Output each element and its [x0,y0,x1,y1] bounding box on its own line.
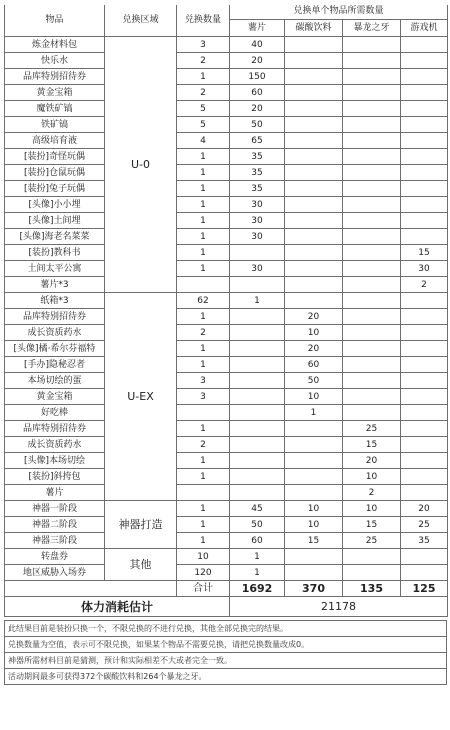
item-name: [头像]本场切绘 [5,453,105,469]
quantity-cell: 1 [177,149,230,165]
item-name: [头像]小小埋 [5,197,105,213]
item-name: 神器三阶段 [5,533,105,549]
quantity-cell: 1 [177,229,230,245]
quantity-cell: 3 [177,389,230,405]
chips-cell: 60 [230,85,285,101]
item-name: 好吃棒 [5,405,105,421]
tooth-cell [343,277,401,293]
item-name: 土间太平公寓 [5,261,105,277]
console-cell [401,293,448,309]
console-cell [401,309,448,325]
table-row [5,501,448,517]
item-name: [装扮]奇怪玩偶 [5,149,105,165]
quantity-cell: 1 [177,533,230,549]
tooth-cell [343,309,401,325]
soda-cell: 50 [285,373,343,389]
chips-cell: 20 [230,53,285,69]
soda-cell [285,133,343,149]
soda-cell [285,117,343,133]
tooth-cell [343,293,401,309]
header-zone: 兑换区域 [105,3,177,37]
console-cell [401,101,448,117]
soda-cell: 10 [285,501,343,517]
header-quantity: 兑换数量 [177,3,230,37]
quantity-cell: 1 [177,469,230,485]
chips-cell: 1 [230,293,285,309]
exchange-sheet [0,2,450,685]
note-row [5,669,447,685]
tooth-cell: 10 [343,469,401,485]
quantity-cell: 5 [177,117,230,133]
console-cell [401,357,448,373]
note-text: 神器所需材料目前是猜测，预计和实际相差不大或者完全一致。 [5,653,447,669]
top-strip [0,2,450,5]
soda-cell [285,261,343,277]
soda-cell: 10 [285,389,343,405]
tooth-cell [343,101,401,117]
tooth-cell [343,325,401,341]
soda-cell [285,69,343,85]
exchange-table [4,2,448,617]
console-cell [401,85,448,101]
tooth-cell [343,357,401,373]
item-name: 成长资质药水 [5,325,105,341]
soda-cell [285,53,343,69]
quantity-cell: 3 [177,373,230,389]
chips-cell: 30 [230,213,285,229]
item-name: 高级培育液 [5,133,105,149]
console-cell: 35 [401,533,448,549]
console-cell: 25 [401,517,448,533]
soda-cell [285,197,343,213]
table-row [5,453,448,469]
quantity-cell: 4 [177,133,230,149]
chips-cell: 20 [230,101,285,117]
chips-cell [230,485,285,501]
chips-cell [230,469,285,485]
tooth-cell [343,373,401,389]
table-row [5,277,448,293]
note-row [5,637,447,653]
table-row [5,341,448,357]
soda-cell [285,149,343,165]
quantity-cell: 2 [177,325,230,341]
header-per-item: 兑换单个物品所需数量 [230,3,448,20]
item-name: 薯片*3 [5,277,105,293]
tooth-cell [343,405,401,421]
header-console: 游戏机 [401,20,448,37]
quantity-cell: 1 [177,501,230,517]
soda-cell [285,485,343,501]
estimate-row [5,597,448,617]
quantity-cell: 1 [177,245,230,261]
table-row [5,533,448,549]
console-cell [401,133,448,149]
console-cell [401,197,448,213]
tooth-cell: 15 [343,517,401,533]
chips-cell: 150 [230,69,285,85]
tooth-cell: 10 [343,501,401,517]
table-row [5,309,448,325]
quantity-cell [177,277,230,293]
soda-cell [285,101,343,117]
soda-cell [285,181,343,197]
console-cell [401,213,448,229]
item-name: 品库特别招待券 [5,421,105,437]
item-name: [装扮]教科书 [5,245,105,261]
table-row [5,549,448,565]
table-row [5,197,448,213]
item-name: 品库特别招待券 [5,309,105,325]
quantity-cell: 120 [177,565,230,581]
note-text: 活动期间最多可获得372个碳酸饮料和264个暴龙之牙。 [5,669,447,685]
exchange-table-body [5,3,448,617]
chips-cell: 1 [230,549,285,565]
soda-cell [285,37,343,53]
chips-cell [230,437,285,453]
chips-cell: 1 [230,565,285,581]
table-row [5,245,448,261]
console-cell [401,421,448,437]
soda-cell: 10 [285,517,343,533]
quantity-cell [177,405,230,421]
item-name: 黄金宝箱 [5,389,105,405]
tooth-cell [343,341,401,357]
quantity-cell: 1 [177,357,230,373]
console-cell [401,549,448,565]
tooth-cell [343,181,401,197]
chips-cell: 30 [230,261,285,277]
item-name: 本场切绘的蛋 [5,373,105,389]
chips-cell [230,277,285,293]
totals-row [5,581,448,597]
soda-cell: 20 [285,309,343,325]
total-tooth: 135 [343,581,401,597]
tooth-cell [343,261,401,277]
chips-cell [230,357,285,373]
soda-cell: 1 [285,405,343,421]
quantity-cell: 1 [177,517,230,533]
console-cell [401,565,448,581]
soda-cell [285,565,343,581]
soda-cell [285,245,343,261]
table-row [5,229,448,245]
item-name: [头像]海老名菜菜 [5,229,105,245]
quantity-cell [177,485,230,501]
item-name: 铁矿镐 [5,117,105,133]
quantity-cell: 2 [177,53,230,69]
zone-cell: 神器打造 [105,501,177,549]
soda-cell [285,549,343,565]
chips-cell: 30 [230,229,285,245]
table-row [5,293,448,309]
table-row [5,389,448,405]
table-row [5,565,448,581]
item-name: [手办]隐秘忍者 [5,357,105,373]
soda-cell [285,277,343,293]
tooth-cell [343,53,401,69]
tooth-cell [343,197,401,213]
notes-table [4,620,447,685]
table-row [5,437,448,453]
chips-cell: 40 [230,37,285,53]
chips-cell [230,421,285,437]
table-row [5,357,448,373]
soda-cell: 10 [285,325,343,341]
item-name: 薯片 [5,485,105,501]
quantity-cell: 3 [177,37,230,53]
chips-cell [230,325,285,341]
chips-cell: 50 [230,517,285,533]
table-row [5,37,448,53]
soda-cell [285,213,343,229]
console-cell [401,53,448,69]
header-item: 物品 [5,3,105,37]
item-name: 黄金宝箱 [5,85,105,101]
chips-cell: 30 [230,197,285,213]
zone-cell: U-0 [105,37,177,293]
table-row [5,469,448,485]
console-cell [401,325,448,341]
table-row [5,149,448,165]
item-name: 快乐水 [5,53,105,69]
soda-cell [285,421,343,437]
quantity-cell: 1 [177,165,230,181]
table-row [5,117,448,133]
console-cell [401,117,448,133]
console-cell [401,389,448,405]
tooth-cell [343,165,401,181]
tooth-cell: 15 [343,437,401,453]
soda-cell [285,453,343,469]
quantity-cell: 62 [177,293,230,309]
quantity-cell: 1 [177,261,230,277]
table-row [5,213,448,229]
item-name: [头像]橘·希尔芬福特 [5,341,105,357]
soda-cell [285,229,343,245]
tooth-cell [343,149,401,165]
tooth-cell [343,549,401,565]
table-row [5,261,448,277]
table-row [5,517,448,533]
chips-cell: 35 [230,165,285,181]
tooth-cell [343,229,401,245]
note-row [5,653,447,669]
quantity-cell: 2 [177,437,230,453]
chips-cell: 45 [230,501,285,517]
console-cell [401,469,448,485]
tooth-cell [343,69,401,85]
console-cell: 30 [401,261,448,277]
item-name: [头像]土间埋 [5,213,105,229]
header-soda: 碳酸饮料 [285,20,343,37]
total-console: 125 [401,581,448,597]
tooth-cell [343,117,401,133]
chips-cell [230,341,285,357]
note-text: 此结果目前是装扮只换一个，不限兑换的不进行兑换，其他全部兑换完的结果。 [5,621,447,637]
tooth-cell: 25 [343,533,401,549]
note-row [5,621,447,637]
console-cell [401,149,448,165]
console-cell [401,485,448,501]
console-cell [401,405,448,421]
quantity-cell: 1 [177,197,230,213]
table-row [5,421,448,437]
table-row [5,485,448,501]
table-row [5,373,448,389]
console-cell [401,453,448,469]
quantity-cell: 1 [177,181,230,197]
item-name: 魔铁矿镐 [5,101,105,117]
chips-cell [230,245,285,261]
console-cell [401,181,448,197]
quantity-cell: 1 [177,453,230,469]
console-cell [401,37,448,53]
item-name: [装扮]兔子玩偶 [5,181,105,197]
console-cell [401,229,448,245]
note-text: 兑换数量为空值，表示可不限兑换，如果某个物品不需要兑换，请把兑换数量改成0。 [5,637,447,653]
tooth-cell [343,133,401,149]
chips-cell: 35 [230,181,285,197]
item-name: [装扮]斜挎包 [5,469,105,485]
chips-cell: 35 [230,149,285,165]
quantity-cell: 1 [177,69,230,85]
item-name: 炼金材料包 [5,37,105,53]
total-chips: 1692 [230,581,285,597]
total-soda: 370 [285,581,343,597]
console-cell: 20 [401,501,448,517]
chips-cell [230,373,285,389]
zone-cell: 其他 [105,549,177,581]
tooth-cell: 25 [343,421,401,437]
item-name: 转盘券 [5,549,105,565]
zone-cell: U-EX [105,293,177,501]
console-cell: 2 [401,277,448,293]
totals-blank [5,581,177,597]
soda-cell [285,469,343,485]
table-row [5,101,448,117]
console-cell [401,373,448,389]
console-cell: 15 [401,245,448,261]
console-cell [401,341,448,357]
tooth-cell [343,565,401,581]
item-name: [装扮]仓鼠玩偶 [5,165,105,181]
soda-cell [285,437,343,453]
table-row [5,69,448,85]
chips-cell [230,405,285,421]
soda-cell [285,85,343,101]
tooth-cell: 2 [343,485,401,501]
estimate-label: 体力消耗估计 [5,597,230,617]
table-row [5,405,448,421]
chips-cell: 60 [230,533,285,549]
item-name: 神器一阶段 [5,501,105,517]
item-name: 神器二阶段 [5,517,105,533]
console-cell [401,165,448,181]
tooth-cell [343,389,401,405]
item-name: 地区威胁入场券 [5,565,105,581]
table-row [5,165,448,181]
table-row [5,85,448,101]
table-row [5,133,448,149]
console-cell [401,437,448,453]
table-row [5,325,448,341]
item-name: 成长资质药水 [5,437,105,453]
tooth-cell [343,37,401,53]
table-row [5,181,448,197]
chips-cell: 50 [230,117,285,133]
tooth-cell [343,213,401,229]
quantity-cell: 5 [177,101,230,117]
tooth-cell [343,85,401,101]
quantity-cell: 1 [177,421,230,437]
soda-cell: 60 [285,357,343,373]
chips-cell [230,453,285,469]
quantity-cell: 1 [177,213,230,229]
header-chips: 薯片 [230,20,285,37]
console-cell [401,69,448,85]
quantity-cell: 1 [177,341,230,357]
header-tooth: 暴龙之牙 [343,20,401,37]
item-name: 纸箱*3 [5,293,105,309]
item-name: 品库特别招待券 [5,69,105,85]
quantity-cell: 1 [177,309,230,325]
quantity-cell: 2 [177,85,230,101]
soda-cell: 15 [285,533,343,549]
soda-cell [285,293,343,309]
table-row [5,53,448,69]
soda-cell: 20 [285,341,343,357]
tooth-cell [343,245,401,261]
chips-cell: 65 [230,133,285,149]
totals-label: 合计 [177,581,230,597]
header-row [5,3,448,20]
quantity-cell: 10 [177,549,230,565]
soda-cell [285,165,343,181]
chips-cell [230,389,285,405]
chips-cell [230,309,285,325]
estimate-value: 21178 [230,597,448,617]
tooth-cell: 20 [343,453,401,469]
